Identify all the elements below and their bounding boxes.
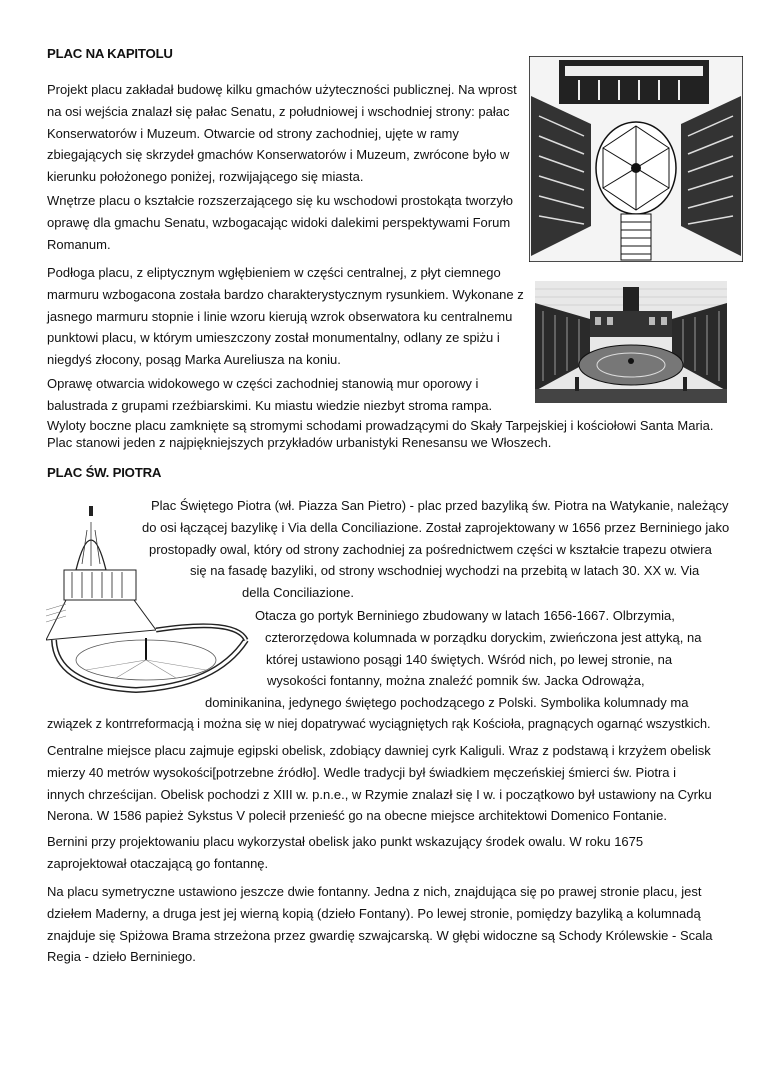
capitol-engraving-figure (535, 281, 727, 403)
portico-line-4: wysokości fontanny, można znaleźć pomnik św. Jacka Odrowąża, (267, 673, 645, 688)
capitol-plan-figure (529, 56, 743, 262)
paragraph-summary: Plac stanowi jeden z najpiękniejszych przykładów urbanistyki Renesansu we Włoszech. (47, 435, 552, 450)
paragraph-obelisk: Centralne miejsce placu zajmuje egipski obelisk, zdobiący dawniej cyrk Kaliguli. Wraz z podstawą i krzyżem obelisk mierzy 40 metrów wysokości[potrzebne źródło]. Wedle tradycji był świadkiem męczeńskiej śmierci św. Piotra i innych chrześcijan. Obelisk pochodzi z XIII w. p.n.e., w Rzymie znalazł się I w. i początkowo był ustawiony na Cyrku Nerona. W 1586 papież Sykstus V polecił przenieść go na obecne miejsce architektowi Domenico Fontanie. (47, 743, 712, 824)
portico-line-6: związek z kontrreformacją i można się w niej dopatrywać wyciągniętych rąk Kościoła, pragnących ogarnąć wszystkich. (47, 717, 711, 731)
intro-line-4: się na fasadę bazyliki, od strony wschodniej wychodzi na przebitą w latach 30. XX w. Via (190, 563, 700, 578)
intro-line-3: prostopadły owal, który od strony zachodniej za pośrednictwem części w kształcie trapezu otwiera (149, 542, 712, 557)
paragraph-opening: Oprawę otwarcia widokowego w części zachodniej stanowią mur oporowy i balustrada z grupami rzeźbiarskimi. Ku miastu wiedzie niezbyt stroma rampa. (47, 376, 493, 413)
paragraph-interior: Wnętrze placu o kształcie rozszerzającego się ku wschodowi prostokąta tworzyło oprawę dla gmachu Senatu, wzbogacając widoki dalekimi perspektywami Forum Romanum. (47, 193, 514, 252)
paragraph-side-exits: Wyloty boczne placu zamknięte są stromymi schodami prowadzącymi do Skały Tarpejskiej i kościołowi Santa Maria. (47, 418, 714, 433)
paragraph-floor: Podłoga placu, z eliptycznym wgłębieniem w części centralnej, z płyt ciemnego marmuru wzbogacona została bardzo charakterystycznym rysunkiem. Wykonane z jasnego marmuru stopnie i linie wzoru kierują wzrok obserwatora ku centralnemu punktowi placu, w którym umieszczony został monumentalny, odlany ze spiżu i niegdyś złocony, posąg Marka Aureliusza na koniu. (47, 265, 524, 368)
intro-line-1: Plac Świętego Piotra (wł. Piazza San Pietro) - plac przed bazyliką św. Piotra na Watykanie, należący (151, 498, 729, 513)
intro-line-5: della Conciliazione. (242, 585, 355, 600)
portico-line-1: Otacza go portyk Berniniego zbudowany w latach 1656-1667. Olbrzymia, (255, 608, 675, 623)
heading-plac-sw-piotra: PLAC ŚW. PIOTRA (47, 465, 162, 480)
portico-line-5: dominikanina, jedynego świętego pochodzącego z Polski. Symbolika kolumnady ma (205, 695, 689, 710)
heading-plac-na-kapitolu: PLAC NA KAPITOLU (47, 46, 173, 61)
paragraph-fountains: Na placu symetryczne ustawiono jeszcze dwie fontanny. Jedna z nich, znajdująca się po prawej stronie placu, jest dziełem Maderny, a druga jest jej wierną kopią (dzieło Fontany). Po lewej stronie, pomiędzy bazyliką a kolumnadą znajduje się Spiżowa Brama strzeżona przez gwardię szwajcarską. W głębi widoczne są Schody Królewskie - Scala Regia - dzieło Berniniego. (47, 884, 713, 965)
capitol-plan-drawing (529, 56, 743, 262)
paragraph-bernini: Bernini przy projektowaniu placu wykorzystał obelisk jako punkt wskazujący środek owalu. W roku 1675 zaprojektował otaczającą go fontannę. (47, 834, 644, 871)
paragraph-project: Projekt placu zakładał budowę kilku gmachów użyteczności publicznej. Na wprost na osi wejścia znalazł się pałac Senatu, z południowej i wschodniej strony: pałac Konserwatorów i Muzeum. Otwarcie od strony zachodniej, ujęte w ramy zbiegających się skrzydeł gmachów Konserwatorów i Muzeum, zwrócone było w kierunku położonego poniżej, rozwijającego się miasta. (47, 82, 517, 185)
portico-line-2: czterorzędowa kolumnada w porządku doryckim, zwieńczona jest attyką, na (265, 630, 702, 645)
portico-line-3: której ustawiono posągi 140 świętych. Wśród nich, po lewej stronie, na (266, 652, 673, 667)
capitol-engraving-drawing (535, 281, 727, 403)
intro-line-2: do osi łączącej bazylikę i Via della Conciliazione. Został zaprojektowany w 1656 przez Berniniego jako (142, 520, 730, 535)
